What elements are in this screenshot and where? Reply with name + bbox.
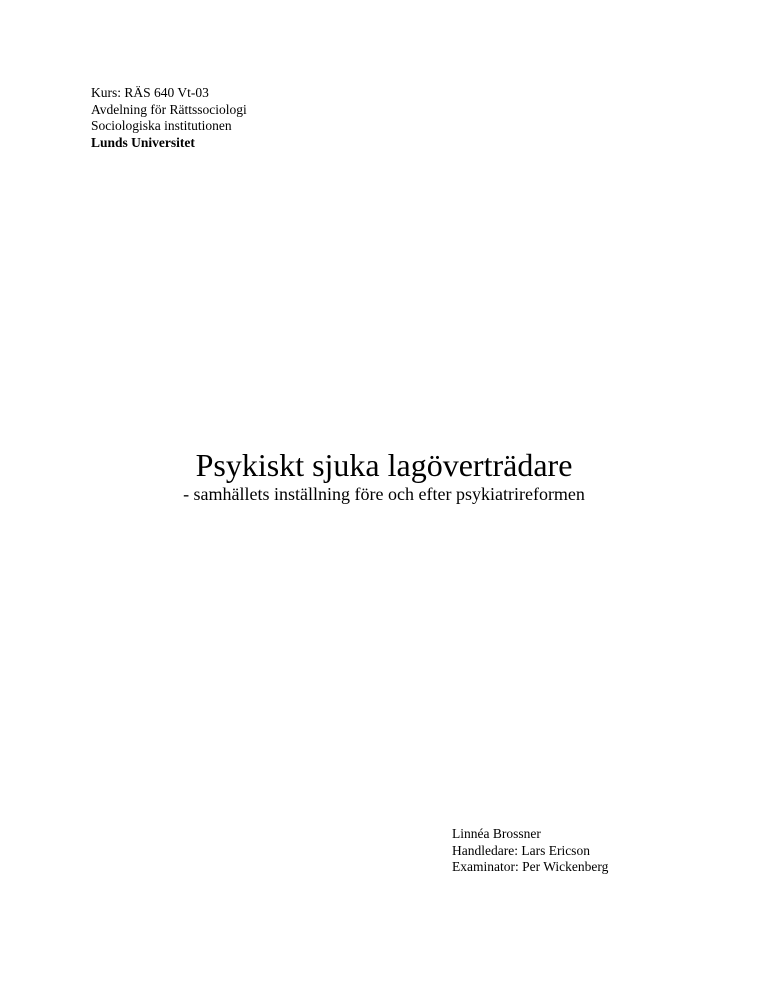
university-name: Lunds Universitet [91,134,195,150]
course-header [91,85,247,151]
document-subtitle: - samhällets inställning före och efter psykiatrireformen [183,484,585,504]
supervisor-name: Handledare: Lars Ericson [452,842,590,858]
examiner-name: Examinator: Per Wickenberg [452,859,609,874]
course-code: Kurs: RÄS 640 Vt-03 [91,85,209,100]
department-name: Avdelning för Rättssociologi [91,101,247,117]
author-info [452,826,608,876]
author-name: Linnéa Brossner [452,826,541,841]
document-title: Psykiskt sjuka lagöverträdare [195,447,573,483]
institution-name: Sociologiska institutionen [91,118,232,133]
